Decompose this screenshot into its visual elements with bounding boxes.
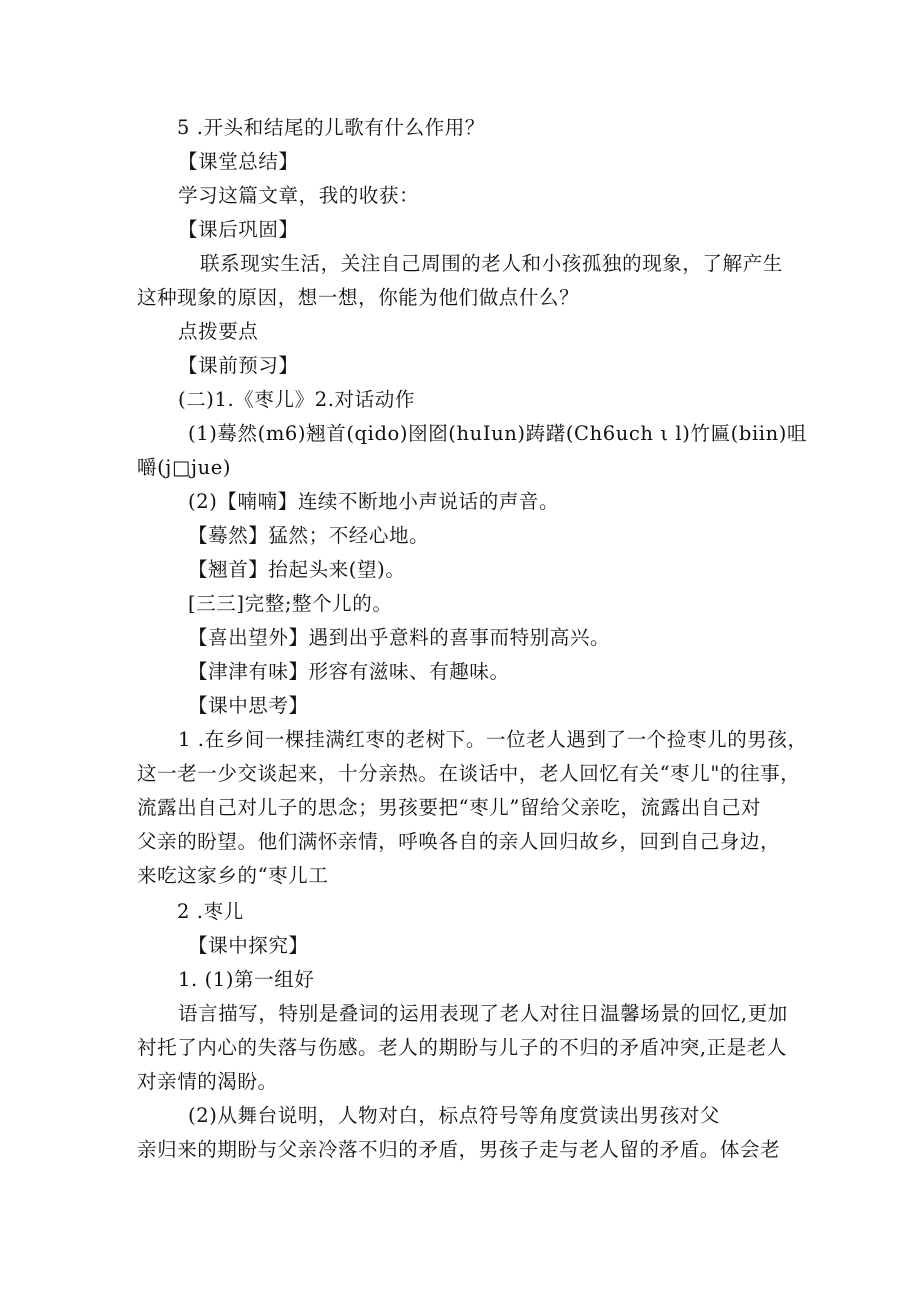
thinking-answer-1: 1 .在乡间一棵挂满红枣的老树下。一位老人遇到了一个捡枣儿的男孩， <box>178 728 808 751</box>
heading-after-class: 【课后巩固】 <box>178 218 299 241</box>
pinyin-line-2: 嚼(j□jue) <box>137 456 232 479</box>
thinking-answer-title: 2 .枣儿 <box>177 900 244 923</box>
inquiry-1: 1. (1)第一组好 <box>178 968 315 991</box>
heading-in-class-inquiry: 【课中探究】 <box>188 934 309 957</box>
inquiry-text-2: 衬托了内心的失落与伤感。老人的期盼与儿子的不归的矛盾冲突,正是老人 <box>137 1036 787 1059</box>
preview-answer: (二)1.《枣儿》2.对话动作 <box>178 388 415 411</box>
vocab-wanzheng: [三三]完整;整个儿的。 <box>188 592 393 615</box>
after-class-text-2: 这种现象的原因，想一想，你能为他们做点什么？ <box>137 286 580 309</box>
question-5: 5 .开头和结尾的儿歌有什么作用？ <box>177 116 486 139</box>
after-class-text-1: 联系现实生活，关注自己周围的老人和小孩孤独的现象，了解产生 <box>200 252 783 275</box>
heading-in-class-thinking: 【课中思考】 <box>188 694 309 717</box>
vocab-nannan: (2)【喃喃】连续不断地小声说话的声音。 <box>188 490 560 513</box>
pinyin-line-1: (1)蓦然(m6)翘首(qido)囹囵(huIun)踌躇(Ch6uch ι l)竹匾(biin)咀 <box>188 422 808 445</box>
inquiry-2-text-2: 亲归来的期盼与父亲冷落不归的矛盾，男孩子走与老人留的矛盾。体会老 <box>137 1138 781 1161</box>
inquiry-text-1: 语言描写，特别是叠词的运用表现了老人对往日温馨场景的回忆,更加 <box>178 1002 788 1025</box>
thinking-answer-5: 来吃这家乡的“枣儿工 <box>137 864 329 887</box>
summary-prompt: 学习这篇文章，我的收获： <box>178 184 420 207</box>
vocab-moran: 【蓦然】猛然；不经心地。 <box>188 524 430 547</box>
key-points-title: 点拨要点 <box>178 320 259 343</box>
inquiry-text-3: 对亲情的渴盼。 <box>137 1070 278 1093</box>
inquiry-2-text-1: (2)从舞台说明，人物对白，标点符号等角度赏读出男孩对父 <box>188 1104 720 1127</box>
thinking-answer-2: 这一老一少交谈起来，十分亲热。在谈话中，老人回忆有关“枣儿"的往事， <box>137 762 801 785</box>
vocab-qiaoshou: 【翘首】抬起头来(望)。 <box>188 558 406 581</box>
vocab-xichuwangwai: 【喜出望外】遇到出乎意料的喜事而特别高兴。 <box>188 626 611 649</box>
heading-preview: 【课前预习】 <box>178 354 299 377</box>
thinking-answer-4: 父亲的盼望。他们满怀亲情，呼唤各自的亲人回归故乡，回到自己身边， <box>137 830 781 853</box>
thinking-answer-3: 流露出自己对儿子的思念；男孩要把“枣儿”留给父亲吃，流露出自己对 <box>137 796 762 819</box>
vocab-jinjinyouwei: 【津津有味】形容有滋味、有趣味。 <box>188 660 510 683</box>
heading-classroom-summary: 【课堂总结】 <box>178 150 299 173</box>
